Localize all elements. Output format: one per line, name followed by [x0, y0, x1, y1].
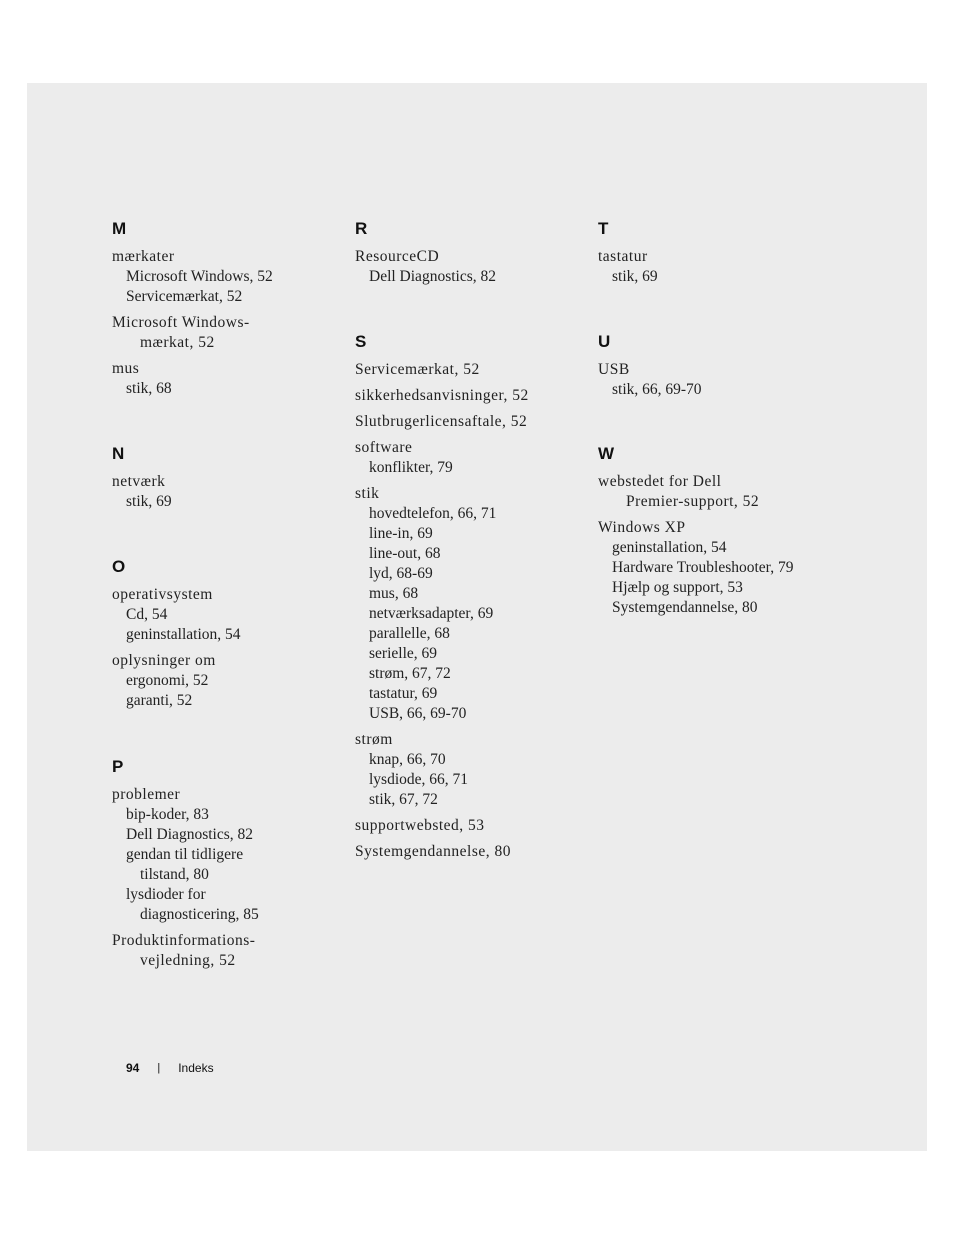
index-term: tastatur	[598, 248, 648, 265]
index-entry	[112, 785, 332, 925]
section-letter: T	[598, 219, 609, 238]
index-subterm: garanti, 52	[126, 692, 193, 709]
index-entry	[355, 247, 585, 287]
index-section-n	[112, 444, 332, 518]
index-section-m	[112, 219, 332, 405]
index-entry	[598, 518, 838, 618]
section-letter: N	[112, 444, 125, 463]
index-term: Systemgendannelse, 80	[355, 843, 512, 860]
index-subterm: serielle, 69	[369, 645, 438, 662]
index-subterm: mus, 68	[369, 585, 419, 602]
index-subterm: tastatur, 69	[369, 685, 438, 702]
index-term: Slutbrugerlicensaftale, 52	[355, 413, 528, 430]
section-letter: M	[112, 219, 127, 238]
index-subterm: konflikter, 79	[369, 459, 453, 476]
index-entry	[112, 585, 332, 645]
index-term: stik	[355, 485, 380, 502]
index-section-r	[355, 219, 585, 293]
index-subterm: knap, 66, 70	[369, 751, 446, 768]
index-subterm: lysdioder for	[126, 886, 206, 903]
index-entry	[112, 247, 332, 307]
index-term: oplysninger om	[112, 652, 216, 669]
index-subterm: lyd, 68-69	[369, 565, 433, 582]
index-subterm: Servicemærkat, 52	[126, 288, 243, 305]
index-subterm: line-in, 69	[369, 525, 433, 542]
index-entry	[355, 484, 585, 724]
section-letter: P	[112, 757, 124, 776]
index-subterm: Systemgendannelse, 80	[612, 599, 758, 616]
index-term: ResourceCD	[355, 248, 440, 265]
section-letter: S	[355, 332, 367, 351]
index-term: sikkerhedsanvisninger, 52	[355, 387, 529, 404]
index-subterm-continuation: tilstand, 80	[140, 866, 209, 883]
index-entry	[112, 313, 332, 353]
index-subterm: line-out, 68	[369, 545, 441, 562]
index-entry	[355, 386, 585, 406]
index-subterm: Hjælp og support, 53	[612, 579, 743, 596]
index-subterm: bip-koder, 83	[126, 806, 209, 823]
index-subterm: stik, 69	[126, 493, 172, 510]
index-term: USB	[598, 361, 630, 378]
index-subterm: Dell Diagnostics, 82	[369, 268, 496, 285]
index-term: webstedet for Dell	[598, 473, 722, 490]
index-entry	[112, 359, 332, 399]
index-entry	[355, 730, 585, 810]
index-subterm: strøm, 67, 72	[369, 665, 451, 682]
index-subterm: Microsoft Windows, 52	[126, 268, 273, 285]
index-subterm: Hardware Troubleshooter, 79	[612, 559, 794, 576]
index-subterm: ergonomi, 52	[126, 672, 209, 689]
index-entry	[112, 651, 332, 711]
index-subterm-continuation: diagnosticering, 85	[140, 906, 259, 923]
index-entry	[355, 412, 585, 432]
section-letter: R	[355, 219, 368, 238]
index-section-p	[112, 757, 332, 977]
index-subterm: stik, 67, 72	[369, 791, 438, 808]
index-subterm: geninstallation, 54	[612, 539, 727, 556]
index-subterm: netværksadapter, 69	[369, 605, 494, 622]
index-term: problemer	[112, 786, 181, 803]
section-letter: W	[598, 444, 615, 463]
index-term: Produktinformations-	[112, 932, 256, 949]
index-entry	[355, 842, 585, 862]
page-footer	[126, 1061, 214, 1075]
index-entry	[598, 360, 838, 400]
index-subterm: parallelle, 68	[369, 625, 450, 642]
page	[27, 83, 927, 1151]
index-entry	[598, 247, 838, 287]
index-term: mærkater	[112, 248, 175, 265]
index-term: netværk	[112, 473, 166, 490]
index-term: Servicemærkat, 52	[355, 361, 480, 378]
section-letter: O	[112, 557, 126, 576]
index-subterm: stik, 68	[126, 380, 172, 397]
index-term: supportwebsted, 53	[355, 817, 485, 834]
index-section-t	[598, 219, 838, 293]
index-entry	[112, 472, 332, 512]
index-subterm: USB, 66, 69-70	[369, 705, 467, 722]
index-term-continuation: mærkat, 52	[140, 334, 215, 351]
index-term-continuation: vejledning, 52	[140, 952, 236, 969]
index-section-o	[112, 557, 332, 717]
footer-separator: |	[157, 1062, 161, 1074]
index-term: software	[355, 439, 413, 456]
index-entry	[355, 360, 585, 380]
footer-section-title: Indeks	[178, 1061, 214, 1075]
page-number: 94	[126, 1061, 140, 1075]
index-subterm: stik, 69	[612, 268, 658, 285]
index-subterm: lysdiode, 66, 71	[369, 771, 469, 788]
index-term: Microsoft Windows-	[112, 314, 250, 331]
index-subterm: Cd, 54	[126, 606, 168, 623]
index-subterm: hovedtelefon, 66, 71	[369, 505, 497, 522]
index-entry	[598, 472, 838, 512]
index-term-continuation: Premier-support, 52	[626, 493, 760, 510]
index-entry	[355, 438, 585, 478]
index-subterm: geninstallation, 54	[126, 626, 241, 643]
index-subterm: gendan til tidligere	[126, 846, 244, 863]
section-letter: U	[598, 332, 611, 351]
index-term: mus	[112, 360, 140, 377]
index-entry	[355, 816, 585, 836]
index-subterm: Dell Diagnostics, 82	[126, 826, 253, 843]
index-subterm: stik, 66, 69-70	[612, 381, 702, 398]
index-section-u	[598, 332, 838, 406]
index-term: operativsystem	[112, 586, 213, 603]
index-term: Windows XP	[598, 519, 686, 536]
index-section-s	[355, 332, 585, 868]
index-entry	[112, 931, 332, 971]
index-section-w	[598, 444, 838, 624]
index-term: strøm	[355, 731, 393, 748]
